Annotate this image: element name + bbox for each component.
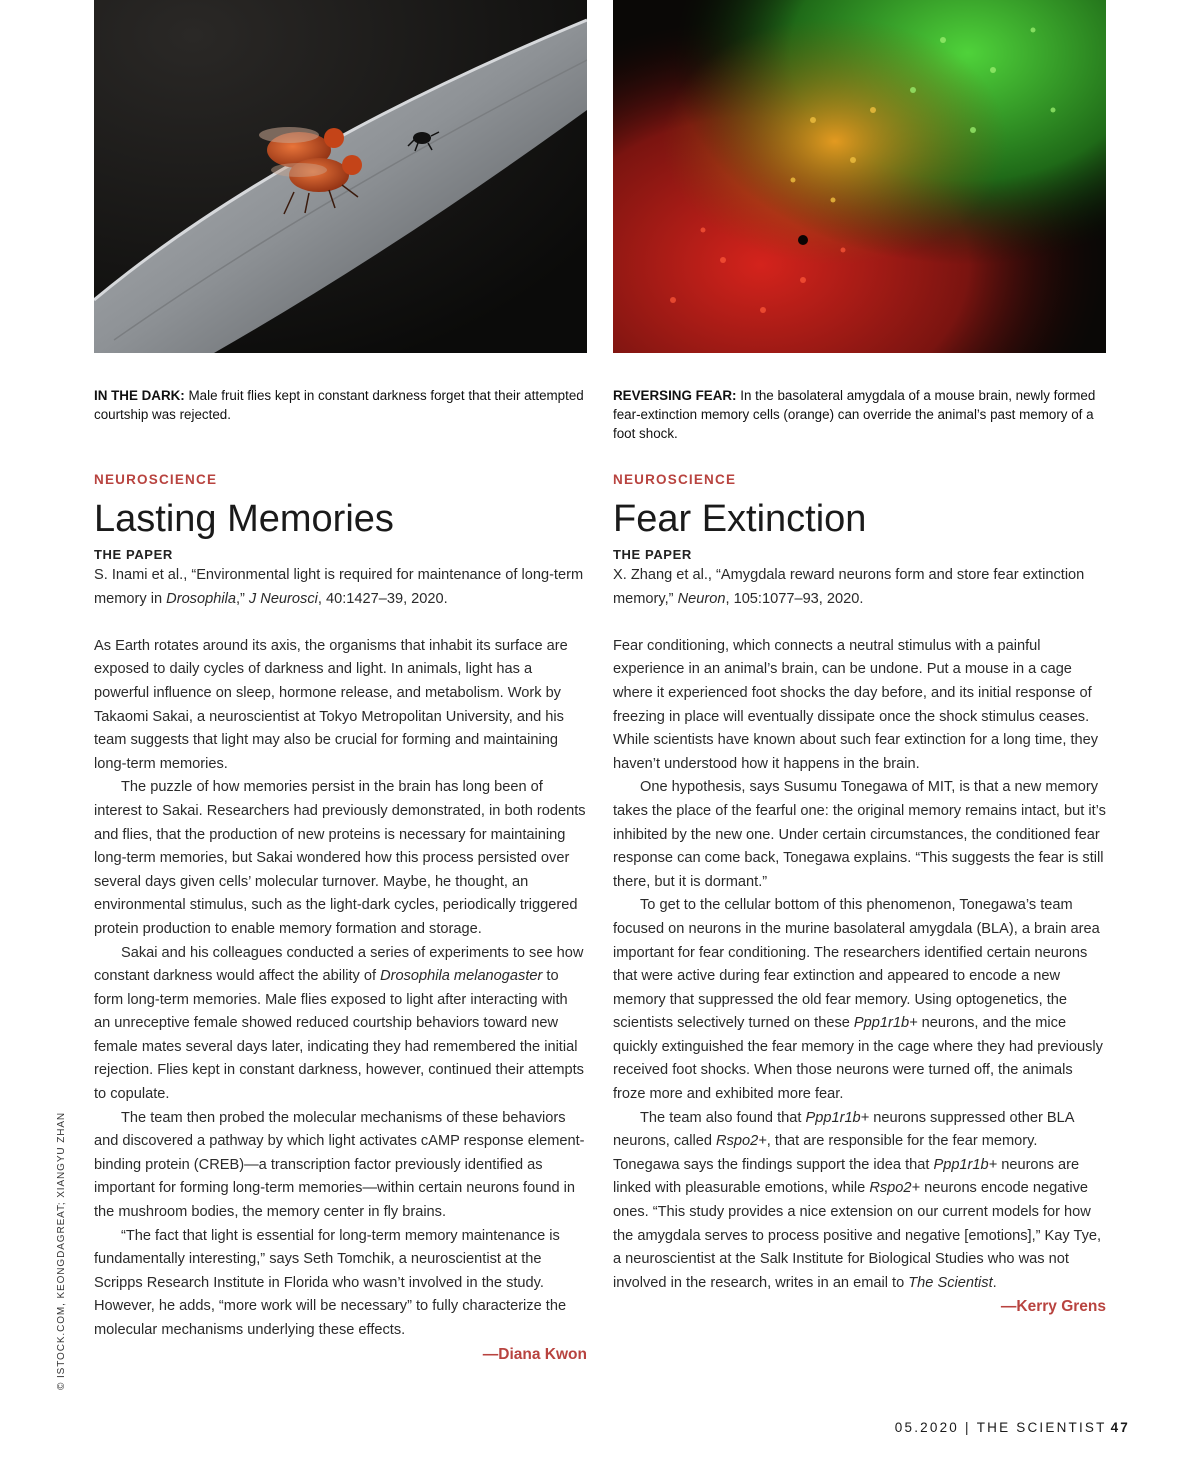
paragraph: The puzzle of how memories persist in the brain has long been of interest to Sakai. Researchers had previously demonstrated, in both rodents and flies, that the production of new proteins is necessary for maintaining long-term memories, but Sakai wondered how this process persisted over several days given cells’ molecular turnover. Maybe, he thought, an environmental stimulus, such as the light-dark cycles, periodically triggered protein production to enable memory formation and storage. [94, 779, 586, 937]
text: . [992, 1274, 997, 1291]
left-caption-label: IN THE DARK: [94, 388, 185, 403]
ref-italic: Drosophila [166, 590, 236, 607]
left-section-kicker: NEUROSCIENCE [94, 472, 218, 487]
text: to form long-term memories. Male flies exposed to light after interacting with an unreceptive female showed reduced courtship behaviors toward new female mates several days later, indicating they had remembered the initial rejection. Flies kept in constant darkness, however, continued their attempts to copulate. [94, 968, 584, 1103]
right-byline: —Kerry Grens [1000, 1298, 1106, 1316]
gene-name: Ppp1r1b+ [933, 1156, 998, 1173]
issue-date: 05.2020 [894, 1420, 959, 1435]
text: Sakai and his colleagues conducted a series of experiments to see how constant darkness would affect the ability of [94, 944, 584, 985]
ref-journal: Neuron [677, 590, 726, 607]
right-caption-text: In the basolateral amygdala of a mouse brain, newly formed fear-extinction memory cells (orange) can override the animal’s past memory of a foot shock. [613, 388, 1096, 441]
right-body [613, 635, 1106, 1296]
right-caption-label: REVERSING FEAR: [613, 388, 737, 403]
paragraph: The team then probed the molecular mechanisms of these behaviors and discovered a pathway by which light activates cAMP response element-binding protein (CREB)—a transcription factor previously identified as important for forming long-term memories—within certain neurons found in the mushroom bodies, the memory center in fly brains. [94, 1109, 585, 1221]
paragraph: One hypothesis, says Susumu Tonegawa of MIT, is that a new memory takes the place of the fearful one: the original memory remains intact, but it’s inhibited by the new one. Under certain circumstances, the conditioned fear response can come back, Tonegawa explains. “This suggests the fear is still there, but it is dormant.” [613, 779, 1106, 890]
paragraph: Fear conditioning, which connects a neutral stimulus with a painful experience in an animal’s brain, can be undone. Put a mouse in a cage where it experienced foot shocks the day before, and its initial response of freezing in place will eventually dissipate once the shock stimulus ceases. While scientists have known about such fear extinction for a long time, they haven’t understood how it happens in the brain. [613, 637, 1099, 772]
paragraph [94, 942, 587, 1107]
photo-credit: © ISTOCK.COM, KEONGDAGREAT; XIANGYU ZHAN [56, 1111, 67, 1390]
ref-journal: J Neurosci [248, 590, 318, 607]
paragraph: As Earth rotates around its axis, the organisms that inhabit its surface are exposed to daily cycles of darkness and light. In animals, light has a powerful influence on sleep, hormone release, and metabolism. Work by Takaomi Sakai, a neuroscientist at Tokyo Metropolitan University, and his team suggests that light may also be crucial for forming and maintaining long-term memories. [94, 637, 568, 772]
ref-text: , 105:1077–93, 2020. [725, 590, 864, 607]
gene-name: Ppp1r1b+ [805, 1109, 870, 1126]
left-paper-label: THE PAPER [94, 547, 173, 562]
amygdala-fluorescence-photo [613, 0, 1106, 353]
paragraph [613, 1107, 1106, 1296]
paragraph [613, 894, 1106, 1106]
text: neurons, and the mice quickly extinguished the fear memory in the cage where they had previously received foot shocks. When those neurons were turned off, the animals froze more and exhibited more fear. [613, 1015, 1103, 1103]
left-article [94, 386, 587, 1367]
publication-name: The Scientist [908, 1274, 993, 1291]
text: neurons encode negative ones. “This study provides a nice extension on our current models for how the amygdala serves to process positive and negative [emotions],” Kay Tye, a neuroscientist at the Salk Institute for Biological Studies who was not involved in the research, writes in an email to [613, 1180, 1102, 1291]
ref-text: X. Zhang et al., “Amygdala reward neurons form and store fear extinction memory,” [613, 567, 1085, 607]
left-paper-reference [94, 564, 587, 611]
page-footer [895, 1420, 1130, 1435]
right-paper-reference [613, 564, 1106, 611]
left-photo-caption [94, 386, 587, 472]
gene-name: Rspo2+ [869, 1180, 921, 1197]
text: neurons are linked with pleasurable emotions, while [613, 1156, 1080, 1197]
left-byline: —Diana Kwon [482, 1345, 587, 1363]
left-body [94, 635, 587, 1343]
right-photo-caption [613, 386, 1106, 472]
left-headline: Lasting Memories [94, 498, 394, 540]
right-article [613, 386, 1106, 1319]
text: To get to the cellular bottom of this phenomenon, Tonegawa’s team focused on neurons in the murine basolateral amygdala (BLA), a brain area important for fear conditioning. The researchers identified certain neurons that were active during fear extinction and appeared to encode a new memory that suppressed the old fear memory. Using optogenetics, the scientists selectively turned on these [613, 897, 1100, 1032]
ref-text: ,” [235, 590, 249, 607]
publication-name: THE SCIENTIST [976, 1420, 1107, 1435]
left-caption-text: Male fruit flies kept in constant darkness forget that their attempted courtship was rejected. [94, 388, 584, 422]
right-headline: Fear Extinction [613, 498, 867, 540]
gene-name: Rspo2+ [716, 1133, 767, 1150]
paragraph: “The fact that light is essential for long-term memory maintenance is fundamentally interesting,” says Seth Tomchik, a neuroscientist at the Scripps Research Institute in Florida who wasn’t involved in the study. However, he adds, “more work will be necessary” to fully characterize the molecular mechanisms underlying these effects. [94, 1227, 567, 1338]
text: neurons suppressed other BLA neurons, called [613, 1109, 1074, 1150]
right-paper-label: THE PAPER [613, 547, 692, 562]
gene-name: Ppp1r1b+ [853, 1015, 918, 1032]
right-section-kicker: NEUROSCIENCE [613, 472, 737, 487]
ref-text: , 40:1427–39, 2020. [317, 590, 448, 607]
ref-text: S. Inami et al., “Environmental light is required for maintenance of long-term memory in [94, 567, 584, 607]
footer-separator: | [965, 1420, 971, 1435]
text: The team also found that [640, 1109, 806, 1126]
text: , that are responsible for the fear memory. Tonegawa says the findings support the idea that [613, 1133, 1038, 1173]
fruit-flies-photo [94, 0, 587, 353]
species-name: Drosophila melanogaster [380, 968, 543, 985]
page-number: 47 [1110, 1420, 1130, 1435]
